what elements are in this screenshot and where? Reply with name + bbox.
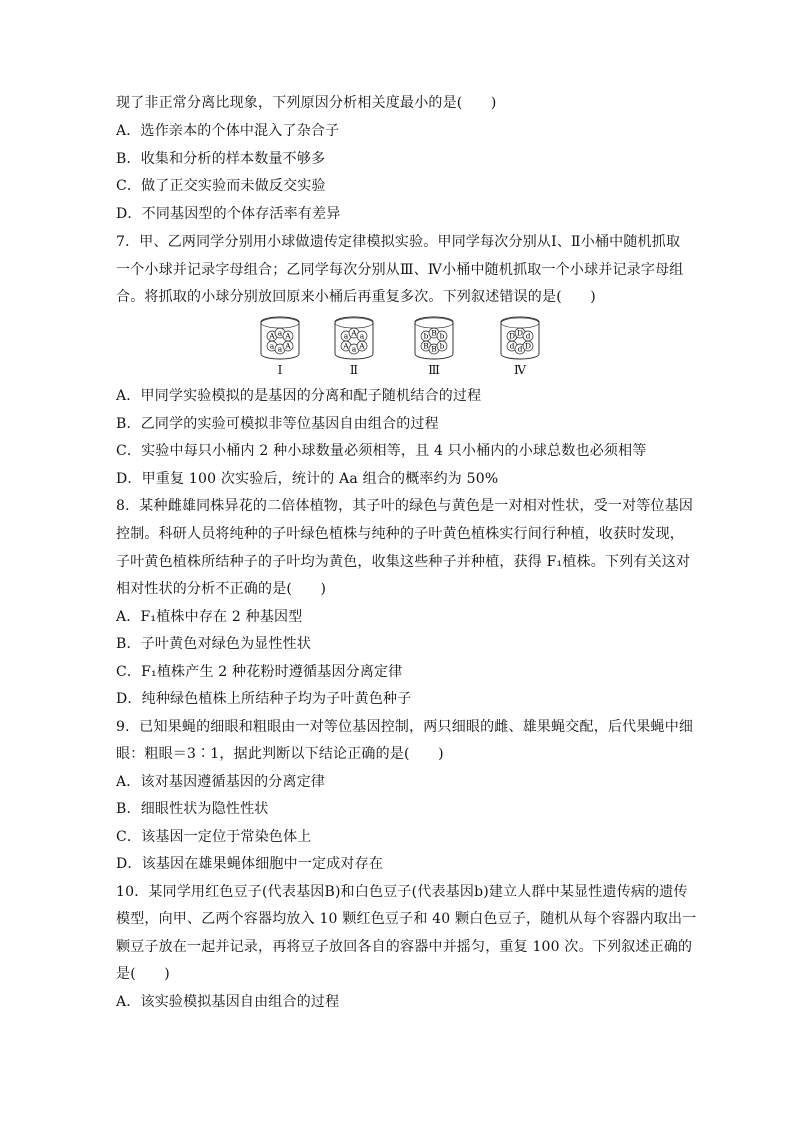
q9-option-b: B．细眼性状为隐性性状	[116, 801, 269, 817]
ball-letter: a	[277, 344, 283, 354]
bucket-2	[332, 316, 376, 382]
q6-stem-line: 现了非正常分离比现象，下列原因分析相关度最小的是( )	[116, 95, 497, 111]
q9-stem-line-1: 9．已知果蝇的细眼和粗眼由一对等位基因控制，两只细眼的雌、雄果蝇交配，后代果蝇中细	[116, 719, 694, 735]
ball-letter: D	[516, 328, 524, 338]
q8-stem-line-1: 8．某种雌雄同株异花的二倍体植物，其子叶的绿色与黄色是一对相对性状，受一对等位基因	[116, 498, 694, 514]
bucket-2-label: Ⅱ	[349, 363, 359, 377]
ball-letter: a	[343, 331, 349, 341]
ball-letter: A	[359, 341, 365, 351]
bucket-2-drawing	[332, 316, 376, 362]
bucket-4	[498, 316, 542, 382]
ball-letter: a	[359, 331, 365, 341]
ball-letter: d	[509, 341, 515, 351]
ball-letter: a	[277, 328, 283, 338]
q10-stem-line-2: 模型，向甲、乙两个容器均放入 10 颗红色豆子和 40 颗白色豆子，随机从每个容器内取出一	[116, 911, 697, 927]
q7-option-d: D．甲重复 100 次实验后，统计的 Aa 组合的概率约为 50%	[116, 471, 499, 487]
q7-stem-line-2: 一个小球并记录字母组合；乙同学每次分别从Ⅲ、Ⅳ小桶中随机抓取一个小球并记录字母组	[116, 262, 684, 278]
q10-stem-line-3: 颗豆子放在一起并记录，再将豆子放回各自的容器中并摇匀，重复 100 次。下列叙述正确的	[116, 939, 693, 955]
ball-letter: A	[269, 331, 275, 341]
q8-option-a: A．F₁植株中存在 2 种基因型	[116, 609, 303, 625]
ball-letter: B	[431, 344, 437, 354]
q9-option-a: A．该对基因遵循基因的分离定律	[116, 774, 326, 790]
bucket-4-label: Ⅳ	[514, 363, 526, 377]
ball-letter: B	[423, 341, 429, 351]
q7-stem-line-1: 7．甲、乙两同学分别用小球做遗传定律模拟实验。甲同学每次分别从Ⅰ、Ⅱ小桶中随机抓取	[116, 234, 681, 250]
q10-stem-line-1: 10．某同学用红色豆子(代表基因B)和白色豆子(代表基因b)建立人群中某显性遗传病的遗传	[116, 884, 688, 900]
ball-letter: d	[517, 344, 523, 354]
q8-stem-line-4: 相对性状的分析不正确的是( )	[116, 581, 327, 597]
ball-letter: D	[524, 341, 532, 351]
ball-letter: B	[431, 328, 437, 338]
ball-letter: a	[351, 344, 357, 354]
ball-letter: D	[508, 331, 516, 341]
q6-option-d: D．不同基因型的个体存活率有差异	[116, 206, 341, 222]
ball-letter: b	[439, 341, 445, 351]
q7-option-c: C．实验中每只小桶内 2 种小球数量必须相等，且 4 只小桶内的小球总数也必须相等	[116, 443, 647, 459]
bucket-3-label: Ⅲ	[428, 363, 440, 377]
q9-option-d: D．该基因在雄果蝇体细胞中一定成对存在	[116, 856, 384, 872]
ball-letter: b	[423, 331, 429, 341]
q9-option-c: C．该基因一定位于常染色体上	[116, 829, 312, 845]
ball-letter: A	[343, 341, 349, 351]
q8-stem-line-3: 子叶黄色植株所结种子的子叶均为黄色，收集这些种子并种植，获得 F₁植株。下列有关这对	[116, 554, 691, 570]
ball-letter: a	[269, 341, 275, 351]
bucket-3-drawing	[412, 316, 456, 362]
bucket-1-drawing	[258, 316, 302, 362]
q8-option-c: C．F₁植株产生 2 种花粉时遵循基因分离定律	[116, 664, 403, 680]
q8-option-b: B．子叶黄色对绿色为显性性状	[116, 636, 312, 652]
q6-option-a: A．选作亲本的个体中混入了杂合子	[116, 123, 340, 139]
q10-option-a: A．该实验模拟基因自由组合的过程	[116, 994, 340, 1010]
q6-option-b: B．收集和分析的样本数量不够多	[116, 151, 326, 167]
q9-stem-line-2: 眼：粗眼＝3∶1，据此判断以下结论正确的是( )	[116, 746, 444, 762]
q7-option-a: A．甲同学实验模拟的是基因的分离和配子随机结合的过程	[116, 388, 482, 404]
ball-letter: A	[285, 331, 291, 341]
bucket-1-label: Ⅰ	[277, 363, 283, 377]
ball-letter: A	[285, 341, 291, 351]
q6-option-c: C．做了正交实验而未做反交实验	[116, 178, 326, 194]
ball-letter: A	[351, 328, 357, 338]
bucket-1	[258, 316, 302, 382]
bucket-3	[412, 316, 456, 382]
q8-option-d: D．纯种绿色植株上所结种子均为子叶黄色种子	[116, 691, 412, 707]
q10-stem-line-4: 是( )	[116, 966, 170, 982]
ball-letter: d	[525, 331, 531, 341]
q8-stem-line-2: 控制。科研人员将纯种的子叶绿色植株与纯种的子叶黄色植株实行间行种植，收获时发现，	[116, 526, 684, 542]
bucket-4-drawing	[498, 316, 542, 362]
q7-stem-line-3: 合。将抓取的小球分别放回原来小桶后再重复多次。下列叙述错误的是( )	[116, 289, 596, 305]
q7-option-b: B．乙同学的实验可模拟非等位基因自由组合的过程	[116, 416, 439, 432]
ball-letter: b	[439, 331, 445, 341]
bucket-figure	[250, 316, 550, 382]
